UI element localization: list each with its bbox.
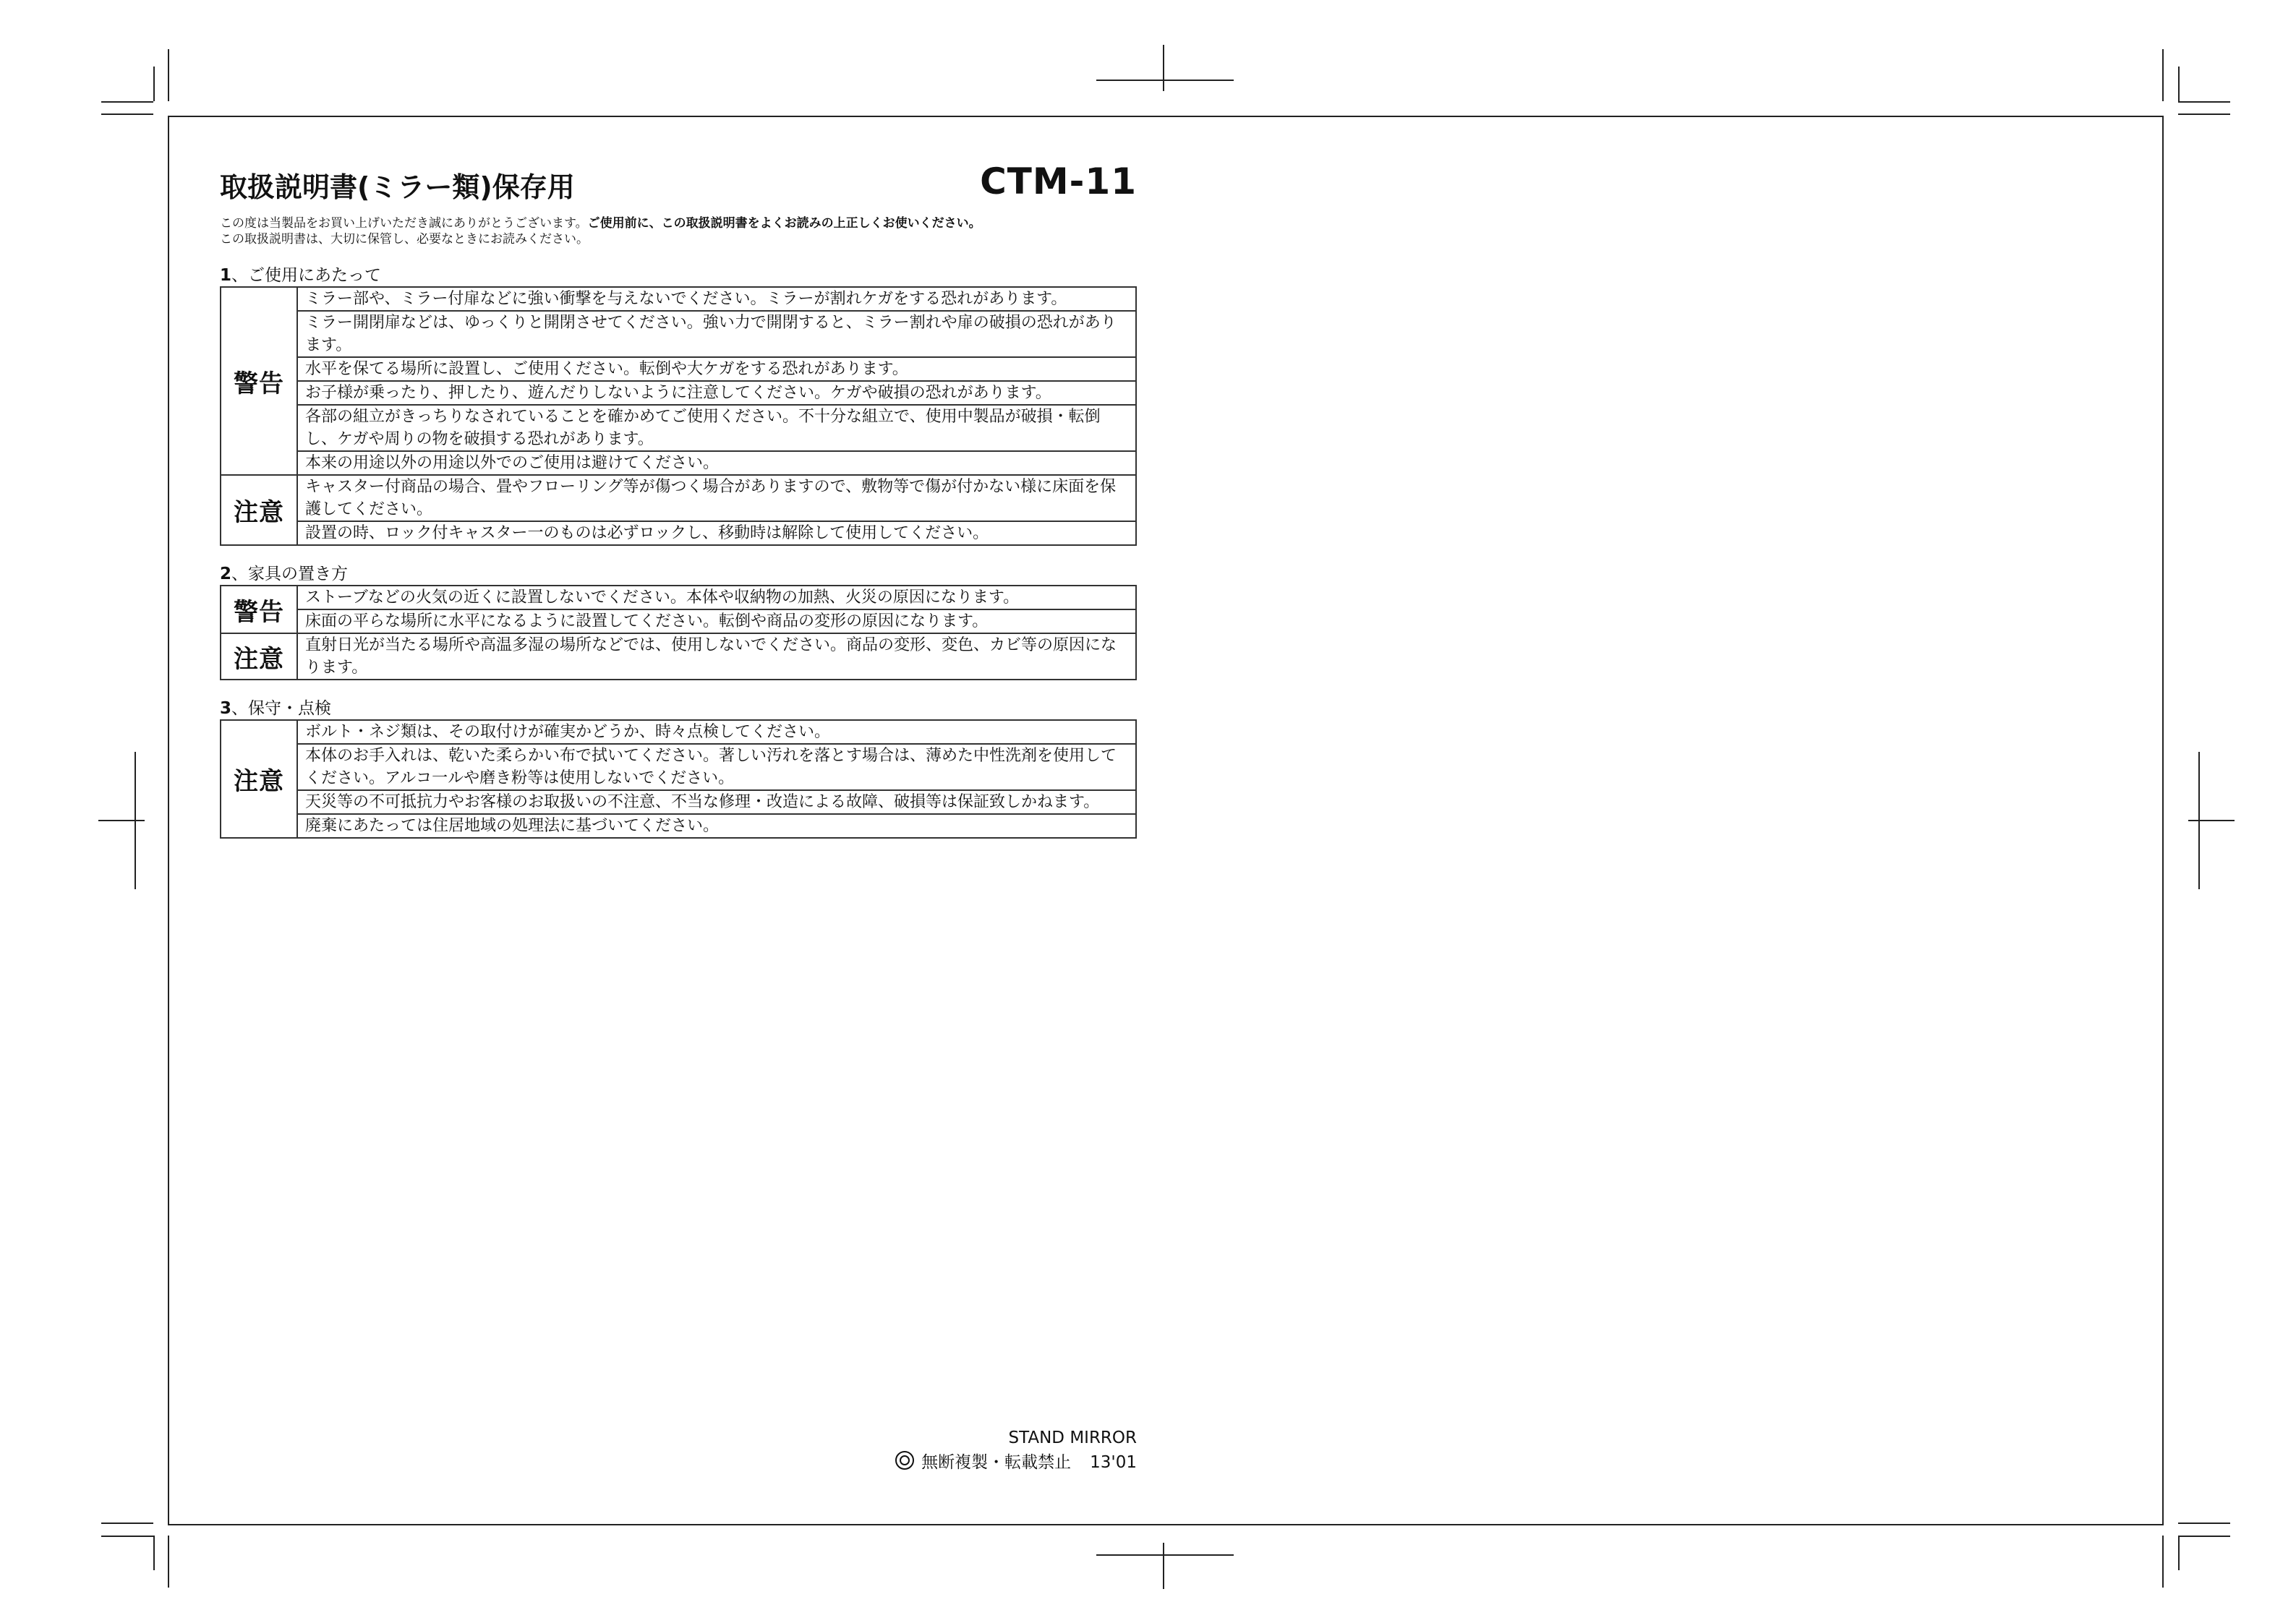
print-date: 13'01 (1090, 1453, 1137, 1472)
crop-mark (2178, 1523, 2230, 1524)
table-cell: ストーブなどの火気の近くに設置しないでください。本体や収納物の加熱、火災の原因になります。 (297, 586, 1136, 609)
table-cell: 各部の組立がきっちりなされていることを確かめてご使用ください。不十分な組立で、使用中製品が破損・転倒し、ケガや周りの物を破損する恐れがあります。 (297, 405, 1136, 451)
table-row (221, 405, 1136, 451)
table-cell: 設置の時、ロック付キャスター一のものは必ずロックし、移動時は解除して使用してください。 (297, 521, 1136, 545)
crop-mark (101, 101, 153, 103)
section-table (220, 719, 1137, 839)
crop-mark (168, 1536, 169, 1588)
crop-mark (101, 114, 153, 115)
table-cell: 直射日光が当たる場所や高温多湿の場所などでは、使用しないでください。商品の変形、変色、カビ等の原因になります。 (297, 633, 1136, 680)
table-row (221, 633, 1136, 680)
section-heading: 3、保守・点検 (220, 699, 332, 718)
table-cell: 天災等の不可抵抗力やお客様のお取扱いの不注意、不当な修理・改造による故障、破損等は保証致しかねます。 (297, 790, 1136, 814)
intro-plain: この度は当製品をお買い上げいただき誠にありがとうございます。 (220, 216, 588, 231)
caution-label: 注意 (221, 475, 297, 545)
crop-mark (101, 1536, 153, 1537)
registration-mark (1096, 80, 1234, 81)
document-title: 取扱説明書(ミラー類)保存用 (220, 171, 575, 203)
table-row (221, 287, 1136, 311)
intro-emphasis: ご使用前に、この取扱説明書をよくお読みの上正しくお使いください。 (587, 216, 981, 231)
table-cell: ボルト・ネジ類は、その取付けが確実かどうか、時々点検してください。 (297, 720, 1136, 744)
crop-mark (2178, 67, 2180, 101)
product-name: STAND MIRROR (1008, 1429, 1137, 1447)
table-cell: お子様が乗ったり、押したり、遊んだりしないように注意してください。ケガや破損の恐れがあります。 (297, 381, 1136, 405)
table-row (221, 311, 1136, 357)
table-row (221, 357, 1136, 381)
crop-mark (153, 1536, 155, 1570)
copyright-line (795, 1450, 1137, 1475)
caution-label: 注意 (221, 633, 297, 680)
table-cell: 本来の用途以外の用途以外でのご使用は避けてください。 (297, 451, 1136, 475)
warning-label: 警告 (221, 287, 297, 475)
section-table (220, 585, 1137, 680)
crop-mark (2178, 114, 2230, 115)
copyright-notice: 無断複製・転載禁止 (921, 1453, 1072, 1472)
table-cell: 床面の平らな場所に水平になるように設置してください。転倒や商品の変形の原因になります。 (297, 609, 1136, 633)
table-cell: 廃棄にあたっては住居地域の処理法に基づいてください。 (297, 814, 1136, 838)
copyright-circle-icon (895, 1451, 914, 1470)
crop-mark (153, 67, 155, 101)
crop-mark (168, 49, 169, 101)
crop-mark (2178, 1536, 2230, 1537)
section-heading: 2、家具の置き方 (220, 565, 349, 583)
table-cell: ミラー部や、ミラー付扉などに強い衝撃を与えないでください。ミラーが割れケガをする恐れがあります。 (297, 287, 1136, 311)
registration-mark (1163, 1543, 1164, 1589)
manual-content (220, 160, 1140, 839)
section-heading: 1、ご使用にあたって (220, 266, 382, 285)
table-row (221, 475, 1136, 521)
table-cell: 水平を保てる場所に設置し、ご使用ください。転倒や大ケガをする恐れがあります。 (297, 357, 1136, 381)
section-table (220, 286, 1137, 546)
model-number: CTM-11 (980, 160, 1137, 202)
registration-mark (135, 752, 136, 889)
table-row (221, 381, 1136, 405)
table-row (221, 586, 1136, 609)
registration-mark (2198, 752, 2200, 889)
registration-mark (2188, 820, 2235, 821)
table-cell: ミラー開閉扉などは、ゆっくりと開閉させてください。強い力で開閉すると、ミラー割れや扉の破損の恐れがあります。 (297, 311, 1136, 357)
table-row (221, 451, 1136, 475)
caution-label: 注意 (221, 720, 297, 838)
crop-mark (101, 1523, 153, 1524)
table-row (221, 609, 1136, 633)
registration-mark (1163, 45, 1164, 91)
title-row (220, 160, 1140, 205)
intro-line-2: この取扱説明書は、大切に保管し、必要なときにお読みください。 (220, 232, 589, 247)
registration-mark (98, 820, 145, 821)
intro-line-1 (220, 215, 1140, 231)
warning-label: 警告 (221, 586, 297, 633)
table-cell: 本体のお手入れは、乾いた柔らかい布で拭いてください。著しい汚れを落とす場合は、薄めた中性洗剤を使用してください。アルコ一ルや磨き粉等は使用しないでください。 (297, 744, 1136, 790)
intro-text (220, 215, 1140, 247)
footer (795, 1426, 1137, 1475)
table-row (221, 521, 1136, 545)
crop-mark (2162, 49, 2164, 101)
registration-mark (1096, 1554, 1234, 1556)
table-row (221, 814, 1136, 838)
crop-mark (2178, 1536, 2180, 1570)
crop-mark (2162, 1536, 2164, 1588)
table-row (221, 790, 1136, 814)
table-row (221, 744, 1136, 790)
crop-mark (2178, 101, 2230, 103)
table-row (221, 720, 1136, 744)
table-cell: キャスター付商品の場合、畳やフローリング等が傷つく場合がありますので、敷物等で傷が付かない様に床面を保護してください。 (297, 475, 1136, 521)
